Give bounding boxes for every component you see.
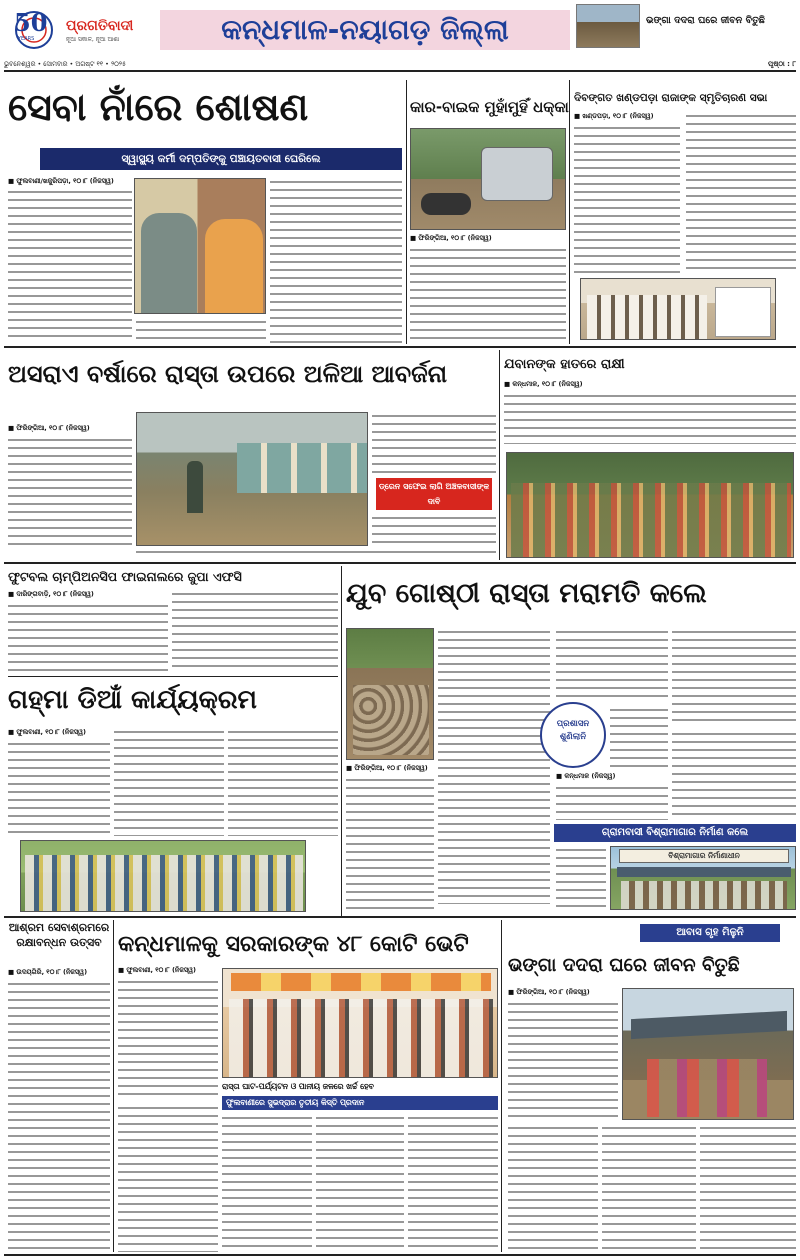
s6-rule (8, 676, 338, 677)
s11-photo-roof (631, 1011, 787, 1039)
s8-body-col2 (114, 728, 224, 836)
s10-body-col5 (408, 1114, 498, 1252)
s3-photo-people (587, 295, 707, 339)
band-rule-3 (4, 916, 796, 918)
s7-body-col5 (672, 730, 796, 820)
headline-gahma-dian: ଗହ୍ମା ଡିଆଁ କାର୍ଯ୍ୟକ୍ରମ (8, 685, 258, 715)
s7-body-col2b (610, 706, 668, 768)
s3-byline: ■ ଖଣ୍ଡପଡ଼ା, ୧୦।୮ (ନିଜସ୍ୱ) (574, 112, 654, 120)
headline-rakhi: ଯବାନଙ୍କ ହାତରେ ରାକ୍ଷୀ (504, 357, 625, 372)
s1-body-col2 (136, 318, 266, 343)
paper-tagline: ନୂଆ ସକାଳ, ନୂଆ ଆଶା (66, 36, 120, 43)
headline-seba-naanre-shoshana: ସେବା ନାଁରେ ଶୋଷଣ (8, 85, 309, 129)
headline-youth-road: ଯୁବ ଗୋଷ୍ଠୀ ରାସ୍ତା ମରାମତି କଲେ (346, 578, 707, 609)
headline-garbage-road: ଅସରାଏ ବର୍ଷାରେ ରାସ୍ତା ଉପରେ ଅଳିଆ ଆବର୍ଜନା (8, 360, 448, 388)
s11-byline: ■ ଫିରିଙ୍ଗିଆ, ୧୦।୮ (ନିଜସ୍ୱ) (508, 988, 590, 996)
s7-photo-roof (617, 867, 791, 877)
s4-byline: ■ ଫିରିଙ୍ଗିଆ, ୧୦।୮ (ନିଜସ୍ୱ) (8, 424, 90, 432)
s4-photo-street (136, 412, 368, 546)
s7-body-col1 (438, 628, 550, 904)
headline-football: ଫୁଟବଲ ଚାମ୍ପିଅନସିପ ଫାଇନାଲରେ ଜୁପା ଏଫସି (8, 569, 242, 584)
s1-photo-couple (134, 178, 266, 314)
band-rule-1 (4, 346, 796, 348)
s1-body-col1 (8, 188, 132, 343)
s10-byline: ■ ଫୁଲବାଣୀ, ୧୦।୮ (ନିଜସ୍ୱ) (118, 966, 197, 974)
s5-photo-soldiers (506, 452, 794, 558)
col-rule-5 (113, 920, 114, 1252)
s7-photo-road (346, 628, 434, 760)
s7-photo-people (621, 881, 787, 909)
s8-body-col3 (228, 728, 338, 836)
s4-body-col1 (8, 436, 132, 548)
s4-body-bottom (136, 548, 496, 558)
s5-byline: ■ କନ୍ଧମାଳ, ୧୦।୮ (ନିଜସ୍ୱ) (504, 380, 583, 388)
s2-photo-bike (421, 193, 471, 215)
page-title: କନ୍ଧମାଳ-ନୟାଗଡ଼ ଜିଲ୍ଲା (221, 13, 509, 46)
s7-sub-byline: ■ କନ୍ଧମାଳ (ନିଜସ୍ୱ) (556, 772, 616, 780)
s1-photo-woman (205, 219, 263, 313)
col-rule-6 (501, 920, 502, 1252)
s7-body-col3 (672, 628, 796, 726)
s1-photo-man (141, 213, 197, 313)
s1-byline: ■ ଫୁଲବାଣୀ/ଖଜୁରିପଡ଼ା, ୧୦।୮ (ନିଜସ୍ୱ) (8, 177, 114, 185)
s7-body-col0 (346, 776, 434, 910)
s9-byline: ■ ଉଦୟଗିରି, ୧୦।୮ (ନିଜସ୍ୱ) (8, 968, 88, 976)
headline-khandapada-raja: ଦିବଙ୍ଗତ ଖଣ୍ଡପଡ଼ା ରାଜାଙ୍କ ସ୍ମୃତିଚାରଣ ସଭା (574, 92, 768, 104)
band-rule-2 (4, 562, 796, 564)
logo-years: 50 (14, 8, 48, 37)
s7-byline: ■ ଫିରିଙ୍ଗିଆ, ୧୦।୮ (ନିଜସ୍ୱ) (346, 764, 428, 772)
col-rule-1 (406, 80, 407, 344)
s5-body (504, 392, 796, 444)
s7-body-col2 (556, 628, 668, 700)
footer-rule (4, 1254, 796, 1256)
s10-body-col4 (316, 1114, 404, 1252)
s2-photo-crash (410, 128, 566, 230)
s11-tag: ଆବାସ ଗୃହ ମିଳୁନି (640, 924, 780, 942)
s10-body-col3 (222, 1114, 312, 1252)
s10-photo-event (222, 968, 498, 1078)
col-rule-4 (341, 566, 342, 916)
s4-photo-houses (237, 443, 367, 493)
s7-badge-label: ପ୍ରଶାସନ ଶୁଣିଲାନି (556, 719, 590, 742)
logo-sub: YEARS (18, 36, 35, 42)
promo-photo (576, 4, 640, 48)
s8-photo-group (20, 840, 306, 912)
s11-body-col4 (700, 1124, 796, 1252)
s6-body-col1 (8, 602, 168, 672)
s10-photo-people (229, 999, 493, 1077)
masthead (0, 0, 800, 58)
s10-caption-2: ଫୁଲବାଣୀରେ ସୁଭଦ୍ରାର ତୃତୀୟ କିସ୍ତି ପ୍ରଦାନ (222, 1096, 498, 1110)
s10-caption-1: ରାସ୍ତା ଘାଟ-ପର୍ଯ୍ୟଟନ ଓ ପାନୀୟ ଜଳରେ ଖର୍ଚ୍ଚ ହେବ (222, 1082, 374, 1091)
page-number: ପୃଷ୍ଠା : ୮ (768, 60, 796, 68)
headline-car-bike: କାର-ବାଇକ ମୁହାଁମୁହିଁ ଧକ୍କା (410, 98, 569, 116)
s11-photo-house (622, 988, 794, 1120)
s1-deck: ସ୍ୱାସ୍ଥ୍ୟ କର୍ମୀ ଦମ୍ପତିଙ୍କୁ ପଞ୍ଚାୟତବାସୀ ଘେରିଲେ (40, 148, 402, 170)
s2-photo-car (481, 147, 553, 201)
s4-inset-box: ଡ୍ରେନ ସଫେଇ ଲାଗି ଅଞ୍ଚଳବାସୀଙ୍କ ଦାବି (376, 478, 492, 510)
col-rule-2 (569, 80, 570, 344)
headline-ashram: ଆଶ୍ରମ ସେବାଶ୍ରମରେ ରକ୍ଷାବନ୍ଧନ ଉତ୍ସବ (8, 921, 110, 949)
s7-photo-stones (353, 685, 429, 755)
s11-photo-family (647, 1059, 767, 1117)
s11-body-col1 (508, 1000, 618, 1118)
s7-photo-sign: ବିଶ୍ରାମାଗାର ନିର୍ମାଣାଧୀନ (619, 849, 789, 863)
s10-photo-banner (231, 973, 491, 991)
headline-broken-house: ଭଙ୍ଗା ଦଦରା ଘରେ ଜୀବନ ବିତୁଛି (508, 955, 740, 976)
s7-body-col4 (556, 784, 668, 820)
s3-body-col1 (574, 124, 680, 274)
s3-photo-meeting (580, 278, 776, 340)
s2-body (410, 246, 566, 344)
masthead-rule (4, 70, 796, 72)
paper-name: ପ୍ରଗତିବାଦୀ (66, 18, 134, 34)
headline-48-crore: କନ୍ଧମାଳକୁ ସରକାରଙ୍କ ୪୮ କୋଟି ଭେଟି (118, 932, 469, 957)
s8-photo-people (25, 855, 303, 911)
s5-photo-crowd (511, 483, 791, 557)
s10-body-col2 (118, 1104, 218, 1252)
s6-body-col2 (172, 590, 338, 672)
col-rule-3 (499, 350, 500, 560)
date-line: ଭୁବନେଶ୍ୱର • ସୋମବାର • ଅଗଷ୍ଟ ୧୧ • ୨୦୨୫ (4, 60, 126, 68)
s8-byline: ■ ଫୁଲବାଣୀ, ୧୦।୮ (ନିଜସ୍ୱ) (8, 728, 87, 736)
s7-body-col6 (556, 846, 606, 910)
s4-body-col2 (372, 412, 496, 474)
s4-body-col3 (372, 514, 496, 548)
s2-byline: ■ ଫିରିଙ୍ଗିଆ, ୧୦।୮ (ନିଜସ୍ୱ) (410, 234, 492, 242)
s9-body (8, 980, 110, 1252)
s11-body-col2 (508, 1124, 598, 1252)
s7-subheadline: ଗ୍ରାମବାସୀ ବିଶ୍ରାମାଗାର ନିର୍ମାଣ କଲେ (554, 824, 796, 842)
promo-headline: ଭଙ୍ଗା ଦଦରା ଘରେ ଜୀବନ ବିତୁଛି (646, 15, 765, 26)
s7-photo-shed (610, 846, 796, 910)
s4-photo-person (187, 461, 203, 513)
s1-body-col3 (270, 178, 402, 343)
s6-byline: ■ ଦାରିଙ୍ଗବାଡ଼ି, ୧୦।୮ (ନିଜସ୍ୱ) (8, 590, 94, 598)
s3-body-col2 (686, 112, 796, 274)
s10-body-col1 (118, 978, 218, 1100)
s3-photo-portrait (715, 287, 771, 337)
s11-body-col3 (602, 1124, 696, 1252)
s8-body-col1 (8, 740, 110, 836)
